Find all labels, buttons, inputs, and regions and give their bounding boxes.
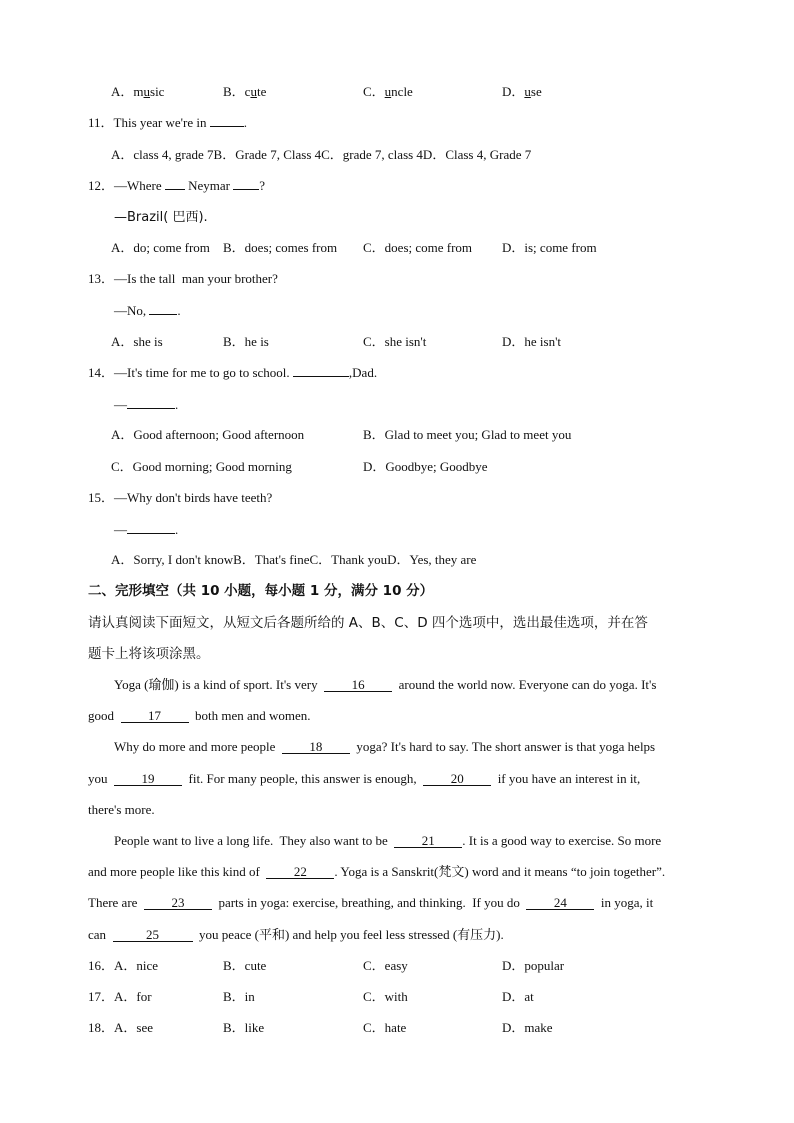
q10-option-a: A．music bbox=[111, 84, 165, 99]
q16-option-d: D．popular bbox=[502, 958, 565, 973]
q17-option-c: C．with bbox=[363, 989, 408, 1004]
q14-option-c: C．Good morning; Good morning bbox=[111, 459, 292, 474]
q18-option-b: B．like bbox=[223, 1020, 265, 1035]
q18-option-c: C．hate bbox=[363, 1020, 407, 1035]
q16-option-a: 16．A．nice bbox=[88, 958, 159, 973]
q13-option-d: D．he isn't bbox=[502, 334, 562, 349]
passage-p3-line1: People want to live a long life. They also want to be 21 . It is a good way to exercise. So more bbox=[114, 833, 662, 848]
blank-18: 18 bbox=[282, 740, 350, 754]
blank-19: 19 bbox=[114, 772, 182, 786]
q18-option-d: D．make bbox=[502, 1020, 553, 1035]
section-instruction-line1: 请认真阅读下面短文，从短文后各题所给的 A、B、C、D 四个选项中，选出最佳选项，并在答 bbox=[88, 615, 648, 631]
q14-option-d: D．Goodbye; Goodbye bbox=[363, 459, 488, 474]
passage-p2-line1: Why do more and more people 18 yoga? It's hard to say. The short answer is that yoga helps bbox=[114, 739, 656, 754]
passage-p3-line3: There are 23 parts in yoga: exercise, breathing, and thinking. If you do 24 in yoga, it bbox=[88, 895, 654, 910]
passage-p1-line2: good 17 both men and women. bbox=[88, 708, 311, 723]
q17-option-b: B．in bbox=[223, 989, 255, 1004]
q12-stem: 12．—Where Neymar ? bbox=[88, 178, 266, 193]
blank-20: 20 bbox=[423, 772, 491, 786]
passage-p1-line1: Yoga (瑜伽) is a kind of sport. It's very 16 around the world now. Everyone can do yoga. It's bbox=[114, 677, 657, 692]
q15-options: A．Sorry, I don't knowB．That's fineC．Thank youD．Yes, they are bbox=[111, 552, 477, 567]
q12-option-c: C．does; come from bbox=[363, 240, 473, 255]
blank-23: 23 bbox=[144, 896, 212, 910]
q13-option-a: A．she is bbox=[111, 334, 163, 349]
q13-answer: —No, . bbox=[114, 303, 181, 318]
q11-options: A．class 4, grade 7B．Grade 7, Class 4C．grade 7, class 4D．Class 4, Grade 7 bbox=[111, 147, 532, 162]
q16-option-c: C．easy bbox=[363, 958, 408, 973]
q18-option-a: 18．A．see bbox=[88, 1020, 153, 1035]
section-instruction-line2: 题卡上将该项涂黑。 bbox=[88, 646, 210, 662]
passage-p2-line3: there's more. bbox=[88, 802, 155, 817]
section-heading: 二、完形填空（共 10 小题，每小题 1 分，满分 10 分） bbox=[88, 583, 434, 599]
blank-24: 24 bbox=[526, 896, 594, 910]
q17-option-a: 17．A．for bbox=[88, 989, 152, 1004]
q11-stem: 11．This year we're in . bbox=[88, 115, 247, 130]
blank-21: 21 bbox=[394, 834, 462, 848]
passage-p3-line4: can 25 you peace (平和) and help you feel less stressed (有压力). bbox=[88, 927, 504, 942]
q17-option-d: D．at bbox=[502, 989, 534, 1004]
q10-option-d: D．use bbox=[502, 84, 542, 99]
passage-p3-line2: and more people like this kind of 22 . Yoga is a Sanskrit(梵文) word and it means “to join together”. bbox=[88, 864, 666, 879]
blank-17: 17 bbox=[121, 709, 189, 723]
q16-option-b: B．cute bbox=[223, 958, 267, 973]
q13-option-b: B．he is bbox=[223, 334, 269, 349]
q13-stem: 13．—Is the tall man your brother? bbox=[88, 271, 278, 286]
q14-answer: — . bbox=[114, 397, 179, 412]
passage-p2-line2: you 19 fit. For many people, this answer is enough, 20 if you have an interest in it, bbox=[88, 771, 641, 786]
q13-option-c: C．she isn't bbox=[363, 334, 427, 349]
q10-option-b: B．cute bbox=[223, 84, 267, 99]
q12-option-b: B．does; comes from bbox=[223, 240, 338, 255]
q12-option-a: A．do; come from bbox=[111, 240, 210, 255]
q14-stem: 14．—It's time for me to go to school. ,Dad. bbox=[88, 365, 378, 380]
q14-option-a: A．Good afternoon; Good afternoon bbox=[111, 427, 305, 442]
q10-option-c: C．uncle bbox=[363, 84, 413, 99]
q14-option-b: B．Glad to meet you; Glad to meet you bbox=[363, 427, 572, 442]
blank-22: 22 bbox=[266, 865, 334, 879]
blank-25: 25 bbox=[113, 928, 193, 942]
q15-stem: 15．—Why don't birds have teeth? bbox=[88, 490, 273, 505]
q12-answer: —Brazil( 巴西). bbox=[114, 210, 208, 225]
q12-option-d: D．is; come from bbox=[502, 240, 597, 255]
q15-answer: — . bbox=[114, 522, 179, 537]
blank-16: 16 bbox=[324, 678, 392, 692]
